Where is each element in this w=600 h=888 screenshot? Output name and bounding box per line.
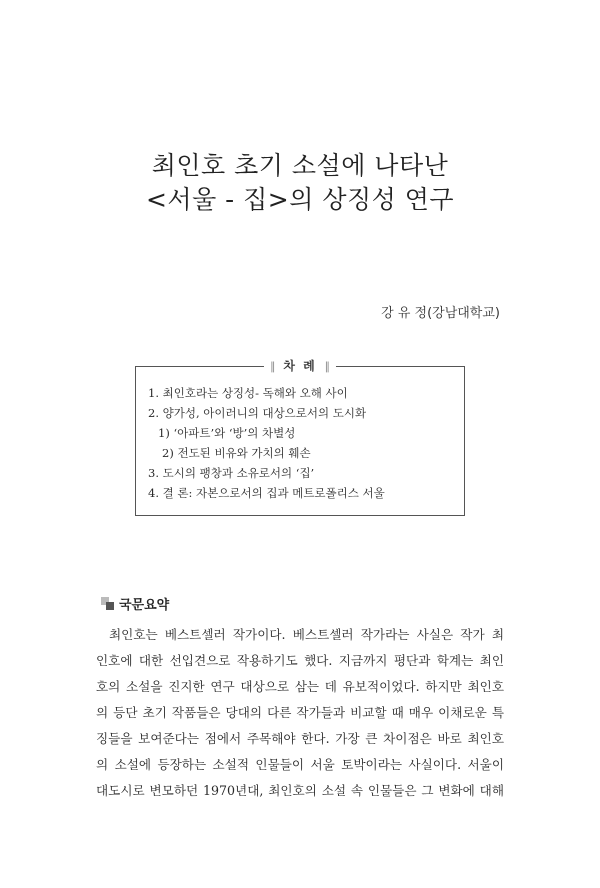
- paper-title-line-1: 최인호 초기 소설에 나타난: [151, 151, 449, 180]
- abstract-heading: [101, 594, 169, 613]
- abstract-line: 의 등단 초기 작품들은 당대의 다른 작가들과 비교할 때 매우 이채로운 특: [96, 705, 504, 720]
- abstract-heading-label: 국문요약: [119, 598, 170, 613]
- abstract-line: 최인호는 베스트셀러 작가이다. 베스트셀러 작가라는 사실은 작가 최: [109, 627, 504, 642]
- table-of-contents: [135, 359, 465, 516]
- abstract-line: 호의 소설을 진지한 연구 대상으로 삼는 데 유보적이었다. 하지만 최인호: [96, 679, 504, 694]
- toc-bar-left-icon: ∥: [269, 360, 276, 373]
- abstract-line: 대도시로 변모하던 1970년대, 최인호의 소설 속 인물들은 그 변화에 대해: [96, 783, 504, 798]
- toc-heading: [264, 357, 336, 374]
- paper-title-line-2: <서울 - 집>의 상징성 연구: [145, 185, 455, 214]
- abstract-line: 의 소설에 등장하는 소설적 인물들이 서울 토박이라는 사실이다. 서울이: [96, 757, 504, 772]
- toc-item: 3. 도시의 팽창과 소유로서의 ‘집’: [148, 466, 315, 480]
- toc-item: 1. 최인호라는 상징성- 독해와 오해 사이: [148, 386, 348, 400]
- toc-item: 2. 양가성, 아이러니의 대상으로서의 도시화: [148, 406, 367, 420]
- toc-list: [148, 383, 385, 503]
- section-square-icon: [101, 597, 115, 611]
- toc-subitem: 1) ‘아파트’와 ‘방’의 차별성: [158, 426, 296, 440]
- toc-item: 4. 결 론: 자본으로서의 집과 메트로폴리스 서울: [148, 486, 385, 500]
- author-affiliation: 강 유 정(강남대학교): [381, 306, 500, 321]
- toc-subitem: 2) 전도된 비유와 가치의 훼손: [162, 446, 311, 460]
- abstract-line: 징들을 보여준다는 점에서 주목해야 한다. 가장 큰 차이점은 바로 최인호: [96, 731, 504, 746]
- abstract-line: 인호에 대한 선입견으로 작용하기도 했다. 지금까지 평단과 학계는 최인: [96, 653, 504, 668]
- abstract-body: [96, 622, 504, 804]
- toc-heading-label: 차 례: [283, 359, 317, 373]
- toc-bar-right-icon: ∥: [324, 360, 331, 373]
